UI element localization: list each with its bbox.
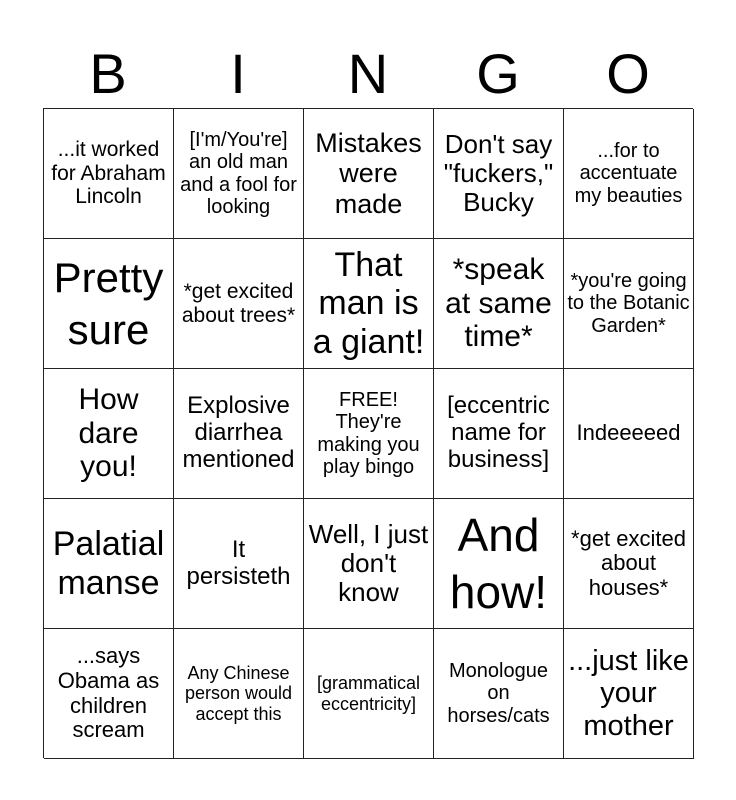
bingo-grid — [43, 108, 693, 758]
bingo-cell[interactable]: *speak at same time* — [434, 239, 564, 369]
bingo-cell[interactable]: Indeeeeed — [564, 369, 694, 499]
bingo-cell[interactable]: ...says Obama as children scream — [44, 629, 174, 759]
header-letter-n: N — [347, 42, 389, 105]
bingo-cell[interactable]: How dare you! — [44, 369, 174, 499]
bingo-cell[interactable]: It persisteth — [174, 499, 304, 629]
bingo-cell[interactable]: Pretty sure — [44, 239, 174, 369]
bingo-cell[interactable]: Palatial manse — [44, 499, 174, 629]
bingo-cell[interactable]: [grammatical eccentricity] — [304, 629, 434, 759]
bingo-cell[interactable]: Well, I just don't know — [304, 499, 434, 629]
header-letter-b: B — [89, 42, 127, 105]
header-letter-o: O — [606, 42, 650, 105]
bingo-cell[interactable]: ...for to accentuate my beauties — [564, 109, 694, 239]
bingo-cell[interactable]: Mistakes were made — [304, 109, 434, 239]
bingo-cell[interactable]: And how! — [434, 499, 564, 629]
header-letter-i: I — [230, 42, 246, 105]
bingo-cell[interactable]: Don't say "fuckers," Bucky — [434, 109, 564, 239]
bingo-cell[interactable]: ...it worked for Abraham Lincoln — [44, 109, 174, 239]
bingo-cell[interactable]: ...just like your mother — [564, 629, 694, 759]
bingo-header — [43, 40, 693, 108]
bingo-cell[interactable]: [eccentric name for business] — [434, 369, 564, 499]
bingo-cell[interactable]: That man is a giant! — [304, 239, 434, 369]
bingo-cell[interactable]: Monologue on horses/cats — [434, 629, 564, 759]
bingo-cell[interactable]: *get excited about houses* — [564, 499, 694, 629]
header-letter-g: G — [476, 42, 520, 105]
bingo-cell[interactable]: Explosive diarrhea mentioned — [174, 369, 304, 499]
bingo-cell[interactable]: *get excited about trees* — [174, 239, 304, 369]
bingo-cell[interactable]: FREE! They're making you play bingo — [304, 369, 434, 499]
bingo-cell[interactable]: [I'm/You're] an old man and a fool for looking — [174, 109, 304, 239]
bingo-cell[interactable]: *you're going to the Botanic Garden* — [564, 239, 694, 369]
bingo-cell[interactable]: Any Chinese person would accept this — [174, 629, 304, 759]
